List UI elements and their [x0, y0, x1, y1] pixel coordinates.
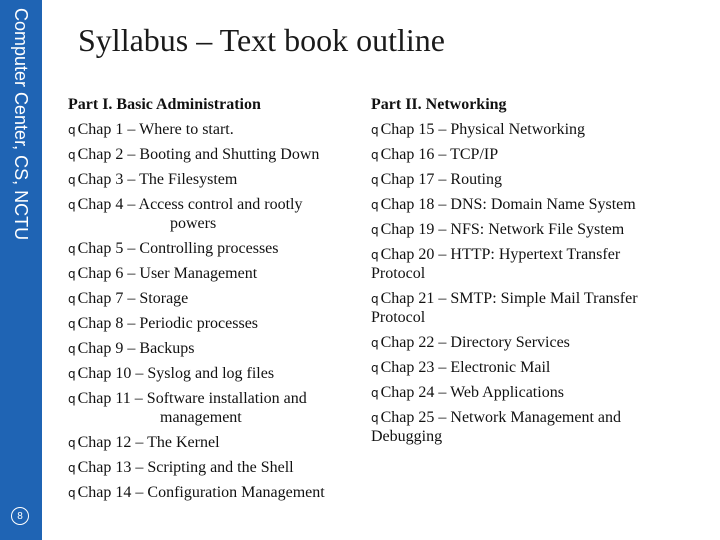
list-item: q Chap 2 – Booting and Shutting Down — [68, 146, 320, 163]
part1-heading: Part I. Basic Administration — [68, 96, 261, 113]
bullet-icon: q — [371, 411, 379, 425]
list-item: q Chap 5 – Controlling processes — [68, 240, 279, 257]
bullet-icon: q — [68, 173, 76, 187]
list-item: q Chap 20 – HTTP: Hypertext Transfer — [371, 246, 621, 263]
bullet-icon: q — [371, 148, 379, 162]
list-item: q Chap 13 – Scripting and the Shell — [68, 459, 294, 476]
page-number: 8 — [11, 507, 29, 525]
list-item-continuation: management — [160, 409, 242, 426]
list-item: q Chap 18 – DNS: Domain Name System — [371, 196, 636, 213]
bullet-icon: q — [371, 292, 379, 306]
bullet-icon: q — [68, 436, 76, 450]
slide-title: Syllabus – Text book outline — [78, 22, 445, 58]
list-item: q Chap 11 – Software installation and — [68, 390, 307, 407]
bullet-icon: q — [68, 148, 76, 162]
bullet-icon: q — [371, 173, 379, 187]
part2-heading: Part II. Networking — [371, 96, 507, 113]
bullet-icon: q — [68, 242, 76, 256]
sidebar-label: Computer Center, CS, NCTU — [11, 8, 31, 241]
part1-column — [68, 96, 368, 516]
list-item-continuation: Protocol — [371, 265, 426, 282]
bullet-icon: q — [68, 267, 76, 281]
bullet-icon: q — [68, 317, 76, 331]
list-item: q Chap 7 – Storage — [68, 290, 189, 307]
list-item: q Chap 1 – Where to start. — [68, 121, 234, 138]
bullet-icon: q — [68, 367, 76, 381]
list-item: q Chap 22 – Directory Services — [371, 334, 570, 351]
list-item-continuation: Debugging — [371, 428, 443, 445]
list-item: q Chap 19 – NFS: Network File System — [371, 221, 625, 238]
list-item: q Chap 4 – Access control and rootly — [68, 196, 303, 213]
bullet-icon: q — [371, 223, 379, 237]
list-item: q Chap 10 – Syslog and log files — [68, 365, 275, 382]
bullet-icon: q — [68, 486, 76, 500]
list-item: q Chap 12 – The Kernel — [68, 434, 220, 451]
bullet-icon: q — [68, 198, 76, 212]
part2-column — [371, 96, 716, 456]
sidebar — [0, 0, 42, 540]
bullet-icon: q — [68, 342, 76, 356]
list-item: q Chap 23 – Electronic Mail — [371, 359, 551, 376]
bullet-icon: q — [68, 292, 76, 306]
list-item: q Chap 16 – TCP/IP — [371, 146, 499, 163]
list-item: q Chap 25 – Network Management and — [371, 409, 622, 426]
bullet-icon: q — [371, 198, 379, 212]
bullet-icon: q — [371, 386, 379, 400]
bullet-icon: q — [371, 361, 379, 375]
list-item: q Chap 15 – Physical Networking — [371, 121, 586, 138]
list-item-continuation: Protocol — [371, 309, 426, 326]
bullet-icon: q — [68, 392, 76, 406]
bullet-icon: q — [68, 461, 76, 475]
bullet-icon: q — [371, 248, 379, 262]
bullet-icon: q — [371, 336, 379, 350]
list-item: q Chap 8 – Periodic processes — [68, 315, 259, 332]
list-item: q Chap 21 – SMTP: Simple Mail Transfer — [371, 290, 638, 307]
list-item: q Chap 17 – Routing — [371, 171, 502, 188]
list-item: q Chap 24 – Web Applications — [371, 384, 564, 401]
bullet-icon: q — [371, 123, 379, 137]
list-item: q Chap 3 – The Filesystem — [68, 171, 238, 188]
list-item: q Chap 14 – Configuration Management — [68, 484, 325, 501]
list-item: q Chap 6 – User Management — [68, 265, 258, 282]
list-item-continuation: powers — [170, 215, 217, 232]
bullet-icon: q — [68, 123, 76, 137]
list-item: q Chap 9 – Backups — [68, 340, 195, 357]
